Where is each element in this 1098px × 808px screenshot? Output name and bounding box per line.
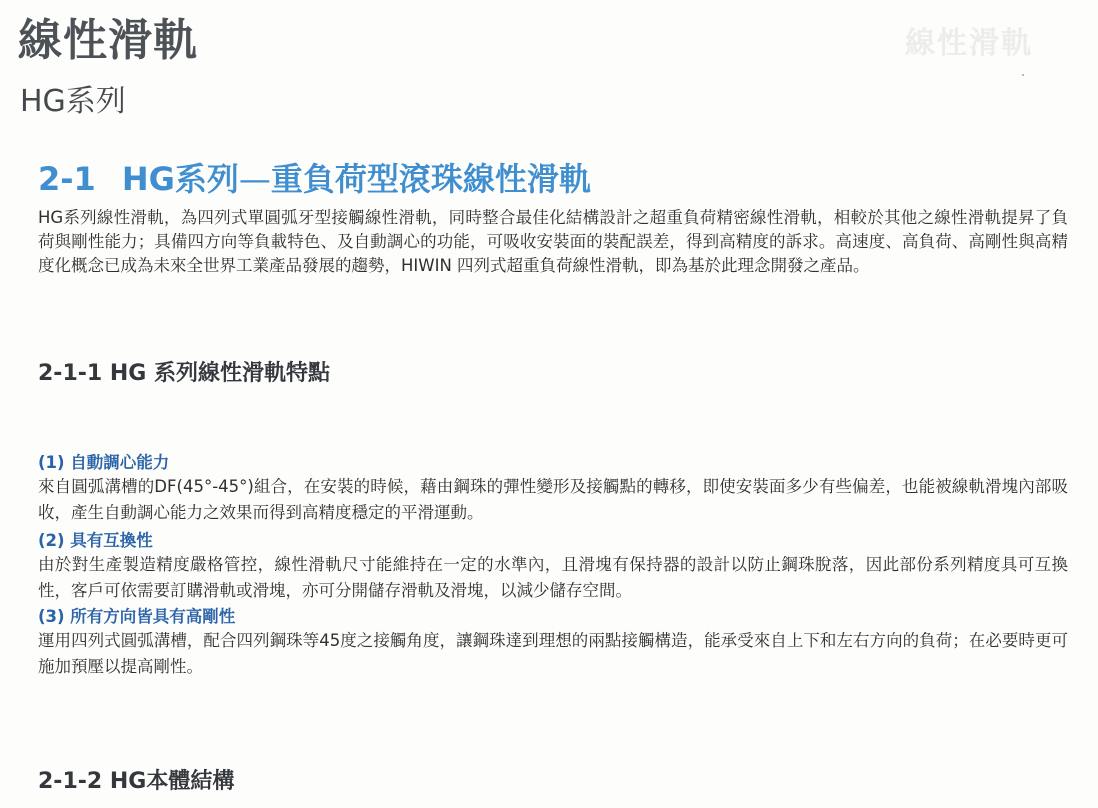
feature-heading: (2) 具有互換性 — [38, 531, 153, 550]
section-title-dash: — — [238, 160, 271, 198]
feature-heading: (1) 自動調心能力 — [38, 453, 170, 472]
feature-body: 來自圓弧溝槽的DF(45°-45°)組合，在安裝的時候，藉由鋼珠的彈性變形及接觸點的轉移，即使安裝面多少有些偏差，也能被線軌滑塊內部吸收，產生自動調心能力之效果而得到高精度穩定的平滑運動。 — [38, 477, 1068, 522]
section-number: 2-1 — [38, 160, 96, 198]
document-title: 線性滑軌 — [18, 15, 198, 66]
subsection-title-structure: 2-1-2 HG本體結構 — [38, 769, 235, 794]
feature-body: 運用四列式圓弧溝槽，配合四列鋼珠等45度之接觸角度，讓鋼珠達到理想的兩點接觸構造，能承受來自上下和左右方向的負荷；在必要時更可施加預壓以提高剛性。 — [38, 631, 1068, 676]
section-title-rest: 重負荷型滾珠線性滑軌 — [270, 160, 591, 198]
feature-item — [38, 452, 1068, 526]
section-title — [38, 154, 591, 200]
section-title-prefix: HG系列 — [121, 160, 239, 198]
feature-item — [38, 606, 1068, 680]
ghost-header-text: 線性滑軌 — [905, 26, 1033, 61]
document-subtitle: HG系列 — [20, 84, 126, 119]
feature-item — [38, 530, 1068, 604]
feature-heading: (3) 所有方向皆具有高剛性 — [38, 607, 236, 626]
section-intro-paragraph: HG系列線性滑軌，為四列式單圓弧牙型接觸線性滑軌，同時整合最佳化結構設計之超重負荷精密線性滑軌，相較於其他之線性滑軌提昇了負荷與剛性能力；具備四方向等負載特色、及自動調心的功能，可吸收安裝面的裝配誤差，得到高精度的訴求。高速度、高負荷、高剛性與高精度化概念已成為未來全世界工業產品發展的趨勢，HIWIN 四列式超重負荷線性滑軌，即為基於此理念開發之產品。 — [38, 208, 1068, 275]
scan-speck — [1022, 74, 1024, 76]
feature-body: 由於對生產製造精度嚴格管控，線性滑軌尺寸能維持在一定的水準內，且滑塊有保持器的設計以防止鋼珠脫落，因此部份系列精度具可互換性，客戶可依需要訂購滑軌或滑塊，亦可分開儲存滑軌及滑塊，以減少儲存空間。 — [38, 555, 1068, 600]
subsection-title-features: 2-1-1 HG 系列線性滑軌特點 — [38, 361, 330, 386]
